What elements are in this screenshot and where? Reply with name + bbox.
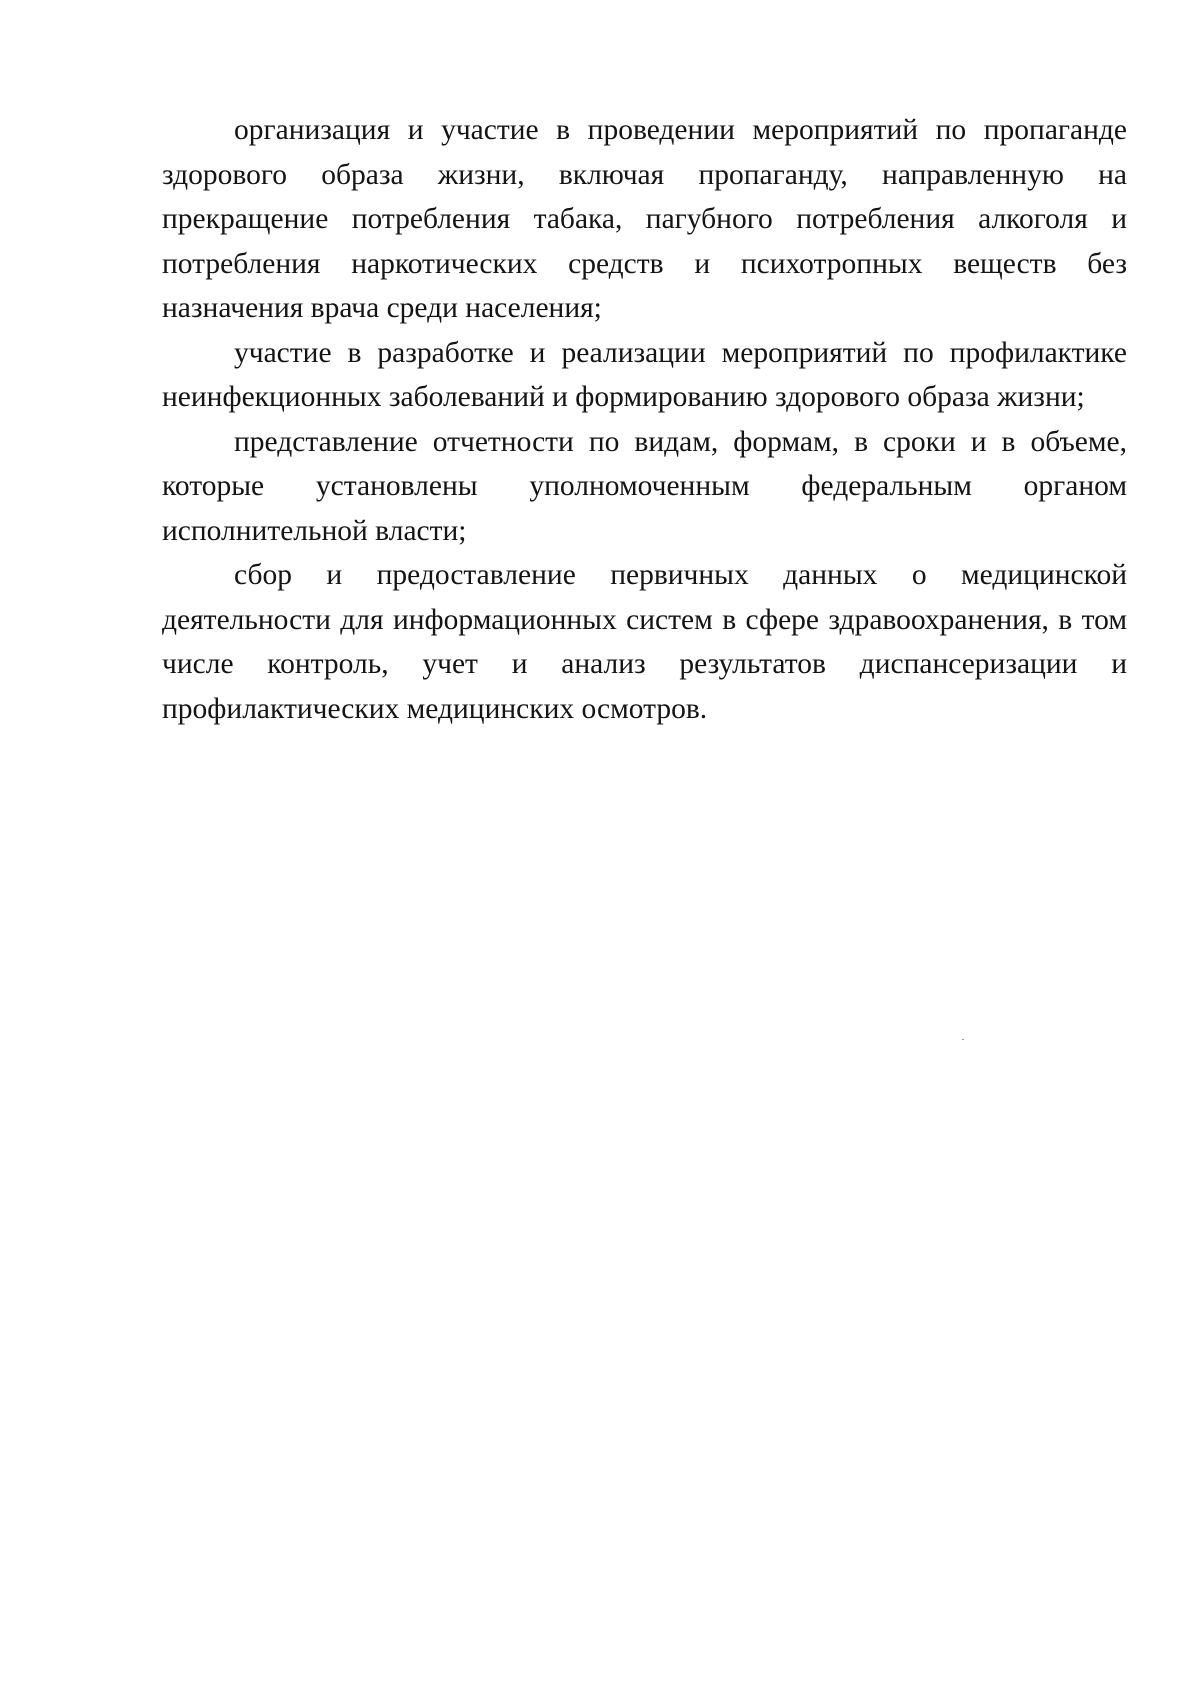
document-body <box>162 108 1127 731</box>
paragraph-healthy-lifestyle-promotion: организация и участие в проведении мероприятий по пропаганде здорового образа жизни, включая пропаганду, направленную на прекращение потребления табака, пагубного потребления алкоголя и потребления наркотических средств и психотропных веществ без назначения врача среди населения; <box>162 114 1127 324</box>
paragraph-disease-prevention: участие в разработке и реализации мероприятий по профилактике неинфекционных заболеваний и формированию здорового образа жизни; <box>162 336 1127 413</box>
scan-speck <box>962 1039 964 1040</box>
paragraph-reporting: представление отчетности по видам, формам, в сроки и в объеме, которые установлены уполномоченным федеральным органом исполнительной власти; <box>162 425 1127 547</box>
paragraph-data-collection: сбор и предоставление первичных данных о медицинской деятельности для информационных систем в сфере здравоохранения, в том числе контроль, учет и анализ результатов диспансеризации и профилактических медицинских осмотров. <box>162 559 1127 725</box>
